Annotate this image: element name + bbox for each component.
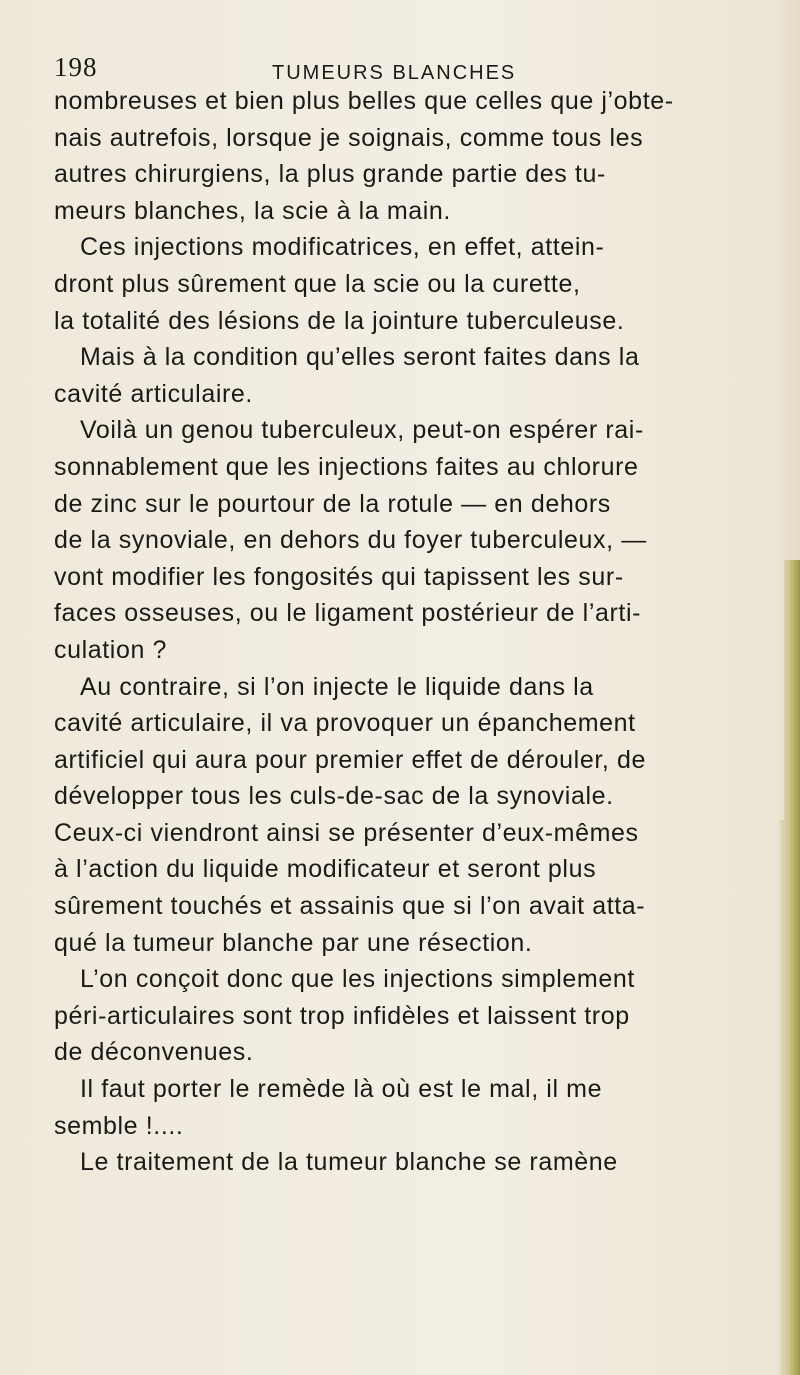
text-line: Voilà un genou tuberculeux, peut-on espérer rai- <box>80 416 644 445</box>
text-line: Ceux-ci viendront ainsi se présenter d’eux-mêmes <box>54 818 639 847</box>
text-line: autres chirurgiens, la plus grande partie des tu- <box>54 160 606 189</box>
text-line: Au contraire, si l’on injecte le liquide dans la <box>80 672 594 701</box>
text-line: nombreuses et bien plus belles que celles que j’obte- <box>54 87 674 115</box>
text-line: développer tous les culs-de-sac de la synoviale. <box>54 782 614 811</box>
text-line: à l’action du liquide modificateur et seront plus <box>54 855 597 884</box>
text-line: sonnablement que les injections faites au chlorure <box>54 452 639 481</box>
page-number: 198 <box>54 52 98 82</box>
text-line: de déconvenues. <box>54 1038 254 1067</box>
text-line: de la synoviale, en dehors du foyer tuberculeux, — <box>54 526 647 555</box>
running-title: TUMEURS BLANCHES <box>272 62 517 84</box>
text-line: semble !.... <box>54 1111 184 1140</box>
text-line: Mais à la condition qu’elles seront faites dans la <box>80 343 640 372</box>
text-line: Le traitement de la tumeur blanche se ramène <box>80 1148 618 1177</box>
text-line: Il faut porter le remède là où est le mal, il me <box>80 1075 603 1104</box>
text-line: péri-articulaires sont trop infidèles et laissent trop <box>54 1001 630 1030</box>
text-line: qué la tumeur blanche par une résection. <box>54 928 533 957</box>
text-line: cavité articulaire, il va provoquer un épanchement <box>54 709 636 738</box>
text-line: culation ? <box>54 635 168 664</box>
text-line: Ces injections modificatrices, en effet, attein- <box>80 233 605 262</box>
body-text <box>54 83 744 1181</box>
text-line: la totalité des lésions de la jointure tuberculeuse. <box>54 306 625 335</box>
page-edge-shadow <box>784 560 800 1375</box>
text-line: sûrement touchés et assainis que si l’on avait atta- <box>54 892 646 921</box>
text-line: meurs blanches, la scie à la main. <box>54 196 451 225</box>
text-line: cavité articulaire. <box>54 379 253 408</box>
text-line: vont modifier les fongosités qui tapissent les sur- <box>54 562 624 591</box>
text-line: artificiel qui aura pour premier effet de dérouler, de <box>54 745 646 774</box>
text-line: de zinc sur le pourtour de la rotule — en dehors <box>54 489 611 518</box>
text-line: L’on conçoit donc que les injections simplement <box>80 965 635 994</box>
text-line: faces osseuses, ou le ligament postérieur de l’arti- <box>54 599 642 628</box>
text-line: dront plus sûrement que la scie ou la curette, <box>54 269 581 298</box>
text-line: nais autrefois, lorsque je soignais, comme tous les <box>54 123 644 152</box>
page-edge-tint <box>778 820 784 1375</box>
